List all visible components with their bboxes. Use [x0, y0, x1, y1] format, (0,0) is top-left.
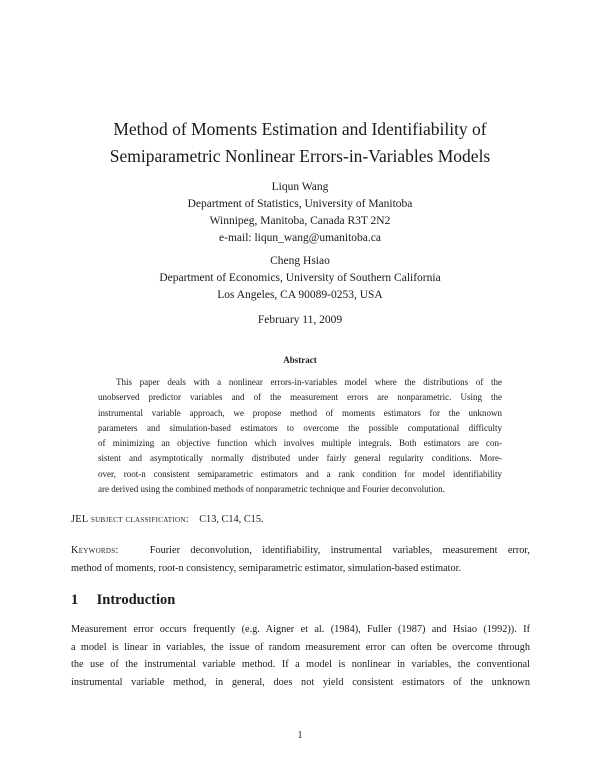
abstract-line: sistent and asymptotically normally distributed under fairly general regularity conditions. More- [98, 453, 502, 464]
author1-address: Winnipeg, Manitoba, Canada R3T 2N2 [209, 215, 391, 227]
intro-line: instrumental variable method, in general, does not yield consistent estimators of the unknown [71, 676, 530, 688]
abstract-heading: Abstract [283, 355, 317, 365]
abstract-line: parameters and simulation-based estimators to overcome the possible computational difficulty [98, 422, 502, 433]
keywords-block [71, 542, 530, 577]
intro-line: Measurement error occurs frequently (e.g. Aigner et al. (1984), Fuller (1987) and Hsiao (1992)). If [71, 624, 530, 635]
section-heading [71, 592, 175, 609]
abstract-line: over, root-n consistent semiparametric estimators and a rank condition for model identifiability [98, 468, 502, 479]
intro-line: the use of the instrumental variable method. If a model is nonlinear in variables, the conventional [71, 659, 530, 670]
section-title: Introduction [96, 592, 176, 608]
keywords-line-1 [71, 542, 530, 560]
jel-label: JEL subject classification: [71, 514, 189, 525]
abstract-body [98, 375, 502, 497]
abstract-line: are derived using the combined methods of nonparametric technique and Fourier deconvolution. [98, 484, 445, 495]
keywords-text: Fourier deconvolution, identifiability, instrumental variables, measurement error, [149, 545, 530, 556]
jel-value: C13, C14, C15. [199, 514, 264, 525]
keywords-line-2: method of moments, root-n consistency, semiparametric estimator, simulation-based estimator. [71, 562, 462, 574]
paper-title-line-1: Method of Moments Estimation and Identifiability of [113, 119, 487, 139]
paper-title-line-2: Semiparametric Nonlinear Errors-in-Variables Models [109, 146, 491, 166]
jel-classification [71, 511, 530, 529]
abstract-line: instrumental variable approach, we propose method of moments estimators for the unknown [98, 407, 502, 418]
abstract-line: unobserved predictor variables and of the measurement errors are nonparametric. Using the [98, 392, 502, 403]
author2-address: Los Angeles, CA 90089-0253, USA [217, 289, 383, 301]
keywords-label: Keywords: [71, 545, 119, 556]
intro-line: a model is linear in variables, the issue of random measurement error can often be overcome through [71, 641, 530, 653]
author2-name: Cheng Hsiao [270, 255, 330, 267]
abstract-line: This paper deals with a nonlinear errors-in-variables model where the distributions of the [116, 377, 502, 387]
author2-department: Department of Economics, University of Southern California [159, 272, 441, 284]
paper-date: February 11, 2009 [257, 314, 343, 326]
section-number: 1 [71, 592, 79, 608]
author1-name: Liqun Wang [271, 181, 329, 193]
intro-paragraph [71, 621, 530, 691]
author1-department: Department of Statistics, University of Manitoba [187, 198, 413, 210]
abstract-line: of minimizing an objective function which involves multiple integrals. Both estimators are con- [98, 438, 502, 449]
page-number: 1 [297, 730, 303, 741]
author1-email: e-mail: liqun_wang@umanitoba.ca [219, 232, 381, 244]
